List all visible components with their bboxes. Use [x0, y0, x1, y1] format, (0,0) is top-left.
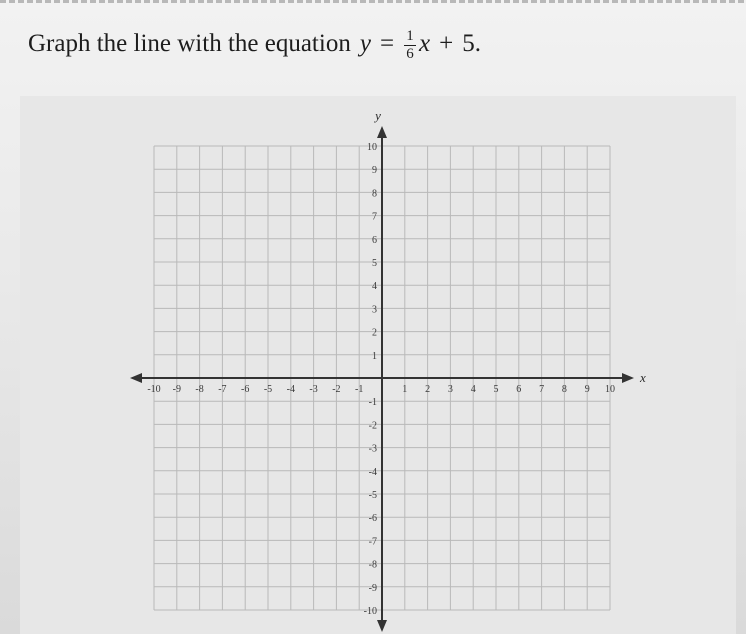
x-axis-arrow-right	[622, 373, 634, 383]
y-tick-label: -10	[363, 606, 377, 617]
x-axis-arrow-left	[130, 373, 142, 383]
x-tick-label: 7	[539, 384, 545, 395]
x-tick-label: 10	[605, 384, 615, 395]
x-tick-label: -2	[332, 384, 341, 395]
y-tick-label: 4	[372, 281, 377, 293]
x-tick-label: -3	[309, 384, 318, 395]
y-tick-label: 2	[372, 327, 377, 339]
y-axis-label: y	[375, 108, 381, 123]
y-tick-label: -1	[368, 397, 377, 409]
x-tick-label: 5	[493, 384, 499, 395]
question-text: Graph the line with the equation	[28, 30, 351, 57]
x-axis-label: x	[640, 370, 646, 385]
x-tick-label: 2	[425, 384, 431, 395]
x-tick-label: -7	[218, 384, 227, 395]
y-axis-arrow-down	[377, 620, 387, 632]
x-tick-label: -10	[147, 384, 161, 395]
y-tick-label: 10	[367, 142, 377, 153]
x-tick-label: 6	[516, 384, 522, 395]
equation-variable: x	[419, 30, 431, 57]
y-tick-label: -4	[368, 466, 377, 478]
x-tick-label: 9	[584, 384, 590, 395]
x-tick-label: -9	[172, 384, 181, 395]
y-tick-label: 6	[372, 234, 377, 246]
graph-panel[interactable]	[20, 96, 736, 634]
y-tick-label: 3	[372, 304, 377, 316]
x-tick-label: 1	[402, 384, 408, 395]
x-tick-label: 8	[561, 384, 567, 395]
y-tick-label: -6	[368, 513, 377, 525]
top-divider	[0, 0, 746, 3]
fraction-denominator: 6	[406, 45, 414, 62]
y-tick-label: 1	[372, 350, 377, 362]
y-tick-label: -2	[368, 420, 377, 432]
plus-sign: +	[439, 30, 454, 57]
y-tick-label: 5	[372, 258, 377, 269]
y-tick-label: -7	[368, 536, 377, 548]
y-axis-arrow-up	[377, 126, 387, 138]
y-tick-label: -9	[368, 582, 377, 594]
y-tick-label: -5	[368, 490, 377, 501]
y-tick-label: 9	[372, 165, 377, 177]
y-tick-label: -3	[368, 443, 377, 455]
x-tick-label: -1	[355, 384, 364, 395]
y-tick-label: 7	[372, 211, 377, 223]
question-prompt	[28, 22, 481, 66]
slope-fraction	[404, 29, 416, 62]
x-tick-label: -5	[263, 384, 273, 395]
x-tick-label: 3	[447, 384, 453, 395]
x-tick-label: -4	[286, 384, 295, 395]
x-tick-label: 4	[470, 384, 476, 395]
equals-sign: =	[379, 30, 395, 57]
fraction-numerator: 1	[406, 27, 414, 44]
x-tick-label: -6	[241, 384, 250, 395]
y-tick-label: -8	[368, 559, 377, 571]
equation-lhs: y	[359, 30, 371, 57]
x-tick-label: -8	[195, 384, 204, 395]
equation-constant: 5.	[462, 30, 482, 57]
y-tick-label: 8	[372, 188, 377, 200]
coordinate-grid[interactable]	[20, 96, 736, 634]
